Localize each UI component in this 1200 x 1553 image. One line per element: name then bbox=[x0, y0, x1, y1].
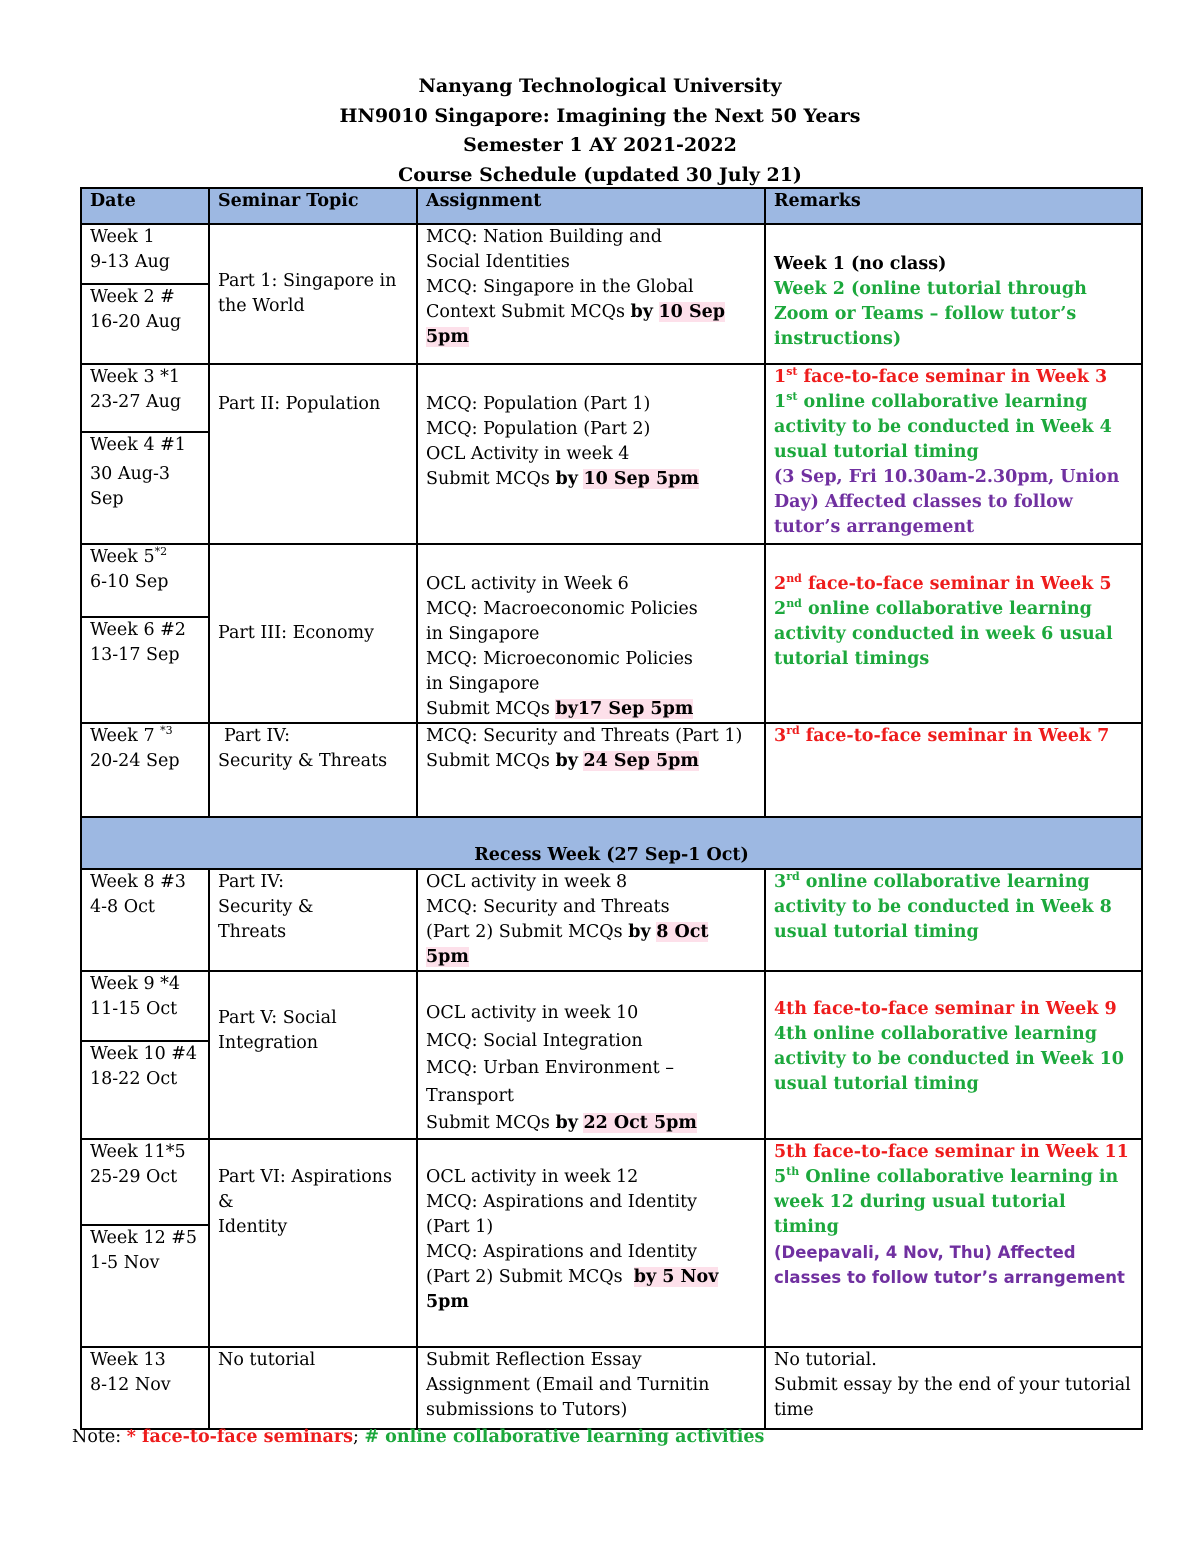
remarks-cell: 5th face-to-face seminar in Week 11 5th Online collaborative learning in week 12 during usual tutorial timing (Deepavali, 4 Nov, Thu) Affected classes to follow tutor’s arrangement bbox=[765, 1139, 1142, 1347]
col-header-topic: Seminar Topic bbox=[209, 188, 417, 224]
date-cell: Week 5$^{*2}$ 6-10 Sep bbox=[81, 544, 209, 617]
course-title: HN9010 Singapore: Imagining the Next 50 Years bbox=[339, 104, 861, 127]
table-row bbox=[81, 1139, 1142, 1225]
topic-cell: Part 1: Singapore in the World bbox=[209, 224, 417, 364]
date-cell: Week 13 8-12 Nov bbox=[81, 1347, 209, 1429]
date-cell: Week 3 *1 23-27 Aug bbox=[81, 364, 209, 432]
recess-label: Recess Week (27 Sep-1 Oct) bbox=[81, 817, 1142, 869]
topic-cell: Part V: Social Integration bbox=[209, 971, 417, 1139]
recess-row bbox=[81, 817, 1142, 869]
date-cell: Week 11*5 25-29 Oct bbox=[81, 1139, 209, 1225]
date-cell: Week 7 $^{*3}$ 20-24 Sep bbox=[81, 723, 209, 817]
topic-cell: Part IV: Security & Threats bbox=[209, 723, 417, 817]
remarks-cell: 3rd online collaborative learning activity to be conducted in Week 8 usual tutorial timing bbox=[765, 869, 1142, 971]
col-header-assignment: Assignment bbox=[417, 188, 765, 224]
col-header-date: Date bbox=[81, 188, 209, 224]
remarks-cell: 3rd face-to-face seminar in Week 7 bbox=[765, 723, 1142, 817]
assignment-cell: OCL activity in week 10 MCQ: Social Integration MCQ: Urban Environment – Transport Submit MCQs by 22 Oct 5pm bbox=[417, 971, 765, 1139]
table-row bbox=[81, 1347, 1142, 1429]
date-cell: Week 4 #1 30 Aug-3 Sep bbox=[81, 432, 209, 544]
topic-cell: No tutorial bbox=[209, 1347, 417, 1429]
assignment-cell: OCL activity in week 12 MCQ: Aspirations and Identity (Part 1) MCQ: Aspirations and Identity (Part 2) Submit MCQs by 5 Nov 5pm bbox=[417, 1139, 765, 1347]
table-row bbox=[81, 224, 1142, 284]
table-row bbox=[81, 364, 1142, 432]
assignment-cell: OCL activity in week 8 MCQ: Security and Threats (Part 2) Submit MCQs by 8 Oct 5pm bbox=[417, 869, 765, 971]
remarks-cell: 4th face-to-face seminar in Week 9 4th online collaborative learning activity to be conducted in Week 10 usual tutorial timing bbox=[765, 971, 1142, 1139]
semester: Semester 1 AY 2021-2022 bbox=[463, 134, 737, 156]
note-online: # online collaborative learning activities bbox=[364, 1427, 765, 1447]
remarks-cell: No tutorial. Submit essay by the end of your tutorial time bbox=[765, 1347, 1142, 1429]
topic-cell: Part III: Economy bbox=[209, 544, 417, 723]
date-cell: Week 6 #2 13-17 Sep bbox=[81, 617, 209, 723]
date-cell: Week 2 # 16-20 Aug bbox=[81, 284, 209, 364]
remarks-cell: 1st face-to-face seminar in Week 3 1st online collaborative learning activity to be conducted in Week 4 usual tutorial timing (3 Sep, Fri 10.30am-2.30pm, Union Day) Affected classes to follow tutor’s arrangement bbox=[765, 364, 1142, 544]
note-label: Note: bbox=[72, 1427, 122, 1447]
assignment-cell: MCQ: Nation Building and Social Identities MCQ: Singapore in the Global Context Submit MCQs by 10 Sep 5pm bbox=[417, 224, 765, 364]
date-cell: Week 8 #3 4-8 Oct bbox=[81, 869, 209, 971]
note-separator: ; bbox=[352, 1427, 359, 1447]
table-row bbox=[81, 544, 1142, 617]
date-cell: Week 10 #4 18-22 Oct bbox=[81, 1041, 209, 1139]
topic-cell: Part IV: Security & Threats bbox=[209, 869, 417, 971]
col-header-remarks: Remarks bbox=[765, 188, 1142, 224]
note-face-to-face: * face-to-face seminars bbox=[126, 1427, 353, 1447]
assignment-cell: OCL activity in Week 6 MCQ: Macroeconomic Policies in Singapore MCQ: Microeconomic Policies in Singapore Submit MCQs by17 Sep 5pm bbox=[417, 544, 765, 723]
date-cell: Week 9 *4 11-15 Oct bbox=[81, 971, 209, 1041]
table-row bbox=[81, 723, 1142, 817]
schedule-table bbox=[80, 187, 1143, 1430]
footnote bbox=[72, 1427, 764, 1447]
university-name: Nanyang Technological University bbox=[418, 75, 782, 97]
document-header bbox=[0, 72, 1200, 190]
table-header-row bbox=[81, 188, 1142, 224]
table-row bbox=[81, 869, 1142, 971]
remarks-cell: Week 1 (no class) Week 2 (online tutorial through Zoom or Teams – follow tutor’s instructions) bbox=[765, 224, 1142, 364]
date-cell: Week 12 #5 1-5 Nov bbox=[81, 1225, 209, 1347]
schedule-title: Course Schedule (updated 30 July 21) bbox=[398, 163, 802, 186]
topic-cell: Part VI: Aspirations & Identity bbox=[209, 1139, 417, 1347]
date-cell: Week 1 9-13 Aug bbox=[81, 224, 209, 284]
assignment-cell: MCQ: Population (Part 1) MCQ: Population (Part 2) OCL Activity in week 4 Submit MCQs by 10 Sep 5pm bbox=[417, 364, 765, 544]
assignment-cell: Submit Reflection Essay Assignment (Email and Turnitin submissions to Tutors) bbox=[417, 1347, 765, 1429]
remarks-cell: 2nd face-to-face seminar in Week 5 2nd online collaborative learning activity conducted in week 6 usual tutorial timings bbox=[765, 544, 1142, 723]
assignment-cell: MCQ: Security and Threats (Part 1) Submit MCQs by 24 Sep 5pm bbox=[417, 723, 765, 817]
table-row bbox=[81, 971, 1142, 1041]
topic-cell: Part II: Population bbox=[209, 364, 417, 544]
